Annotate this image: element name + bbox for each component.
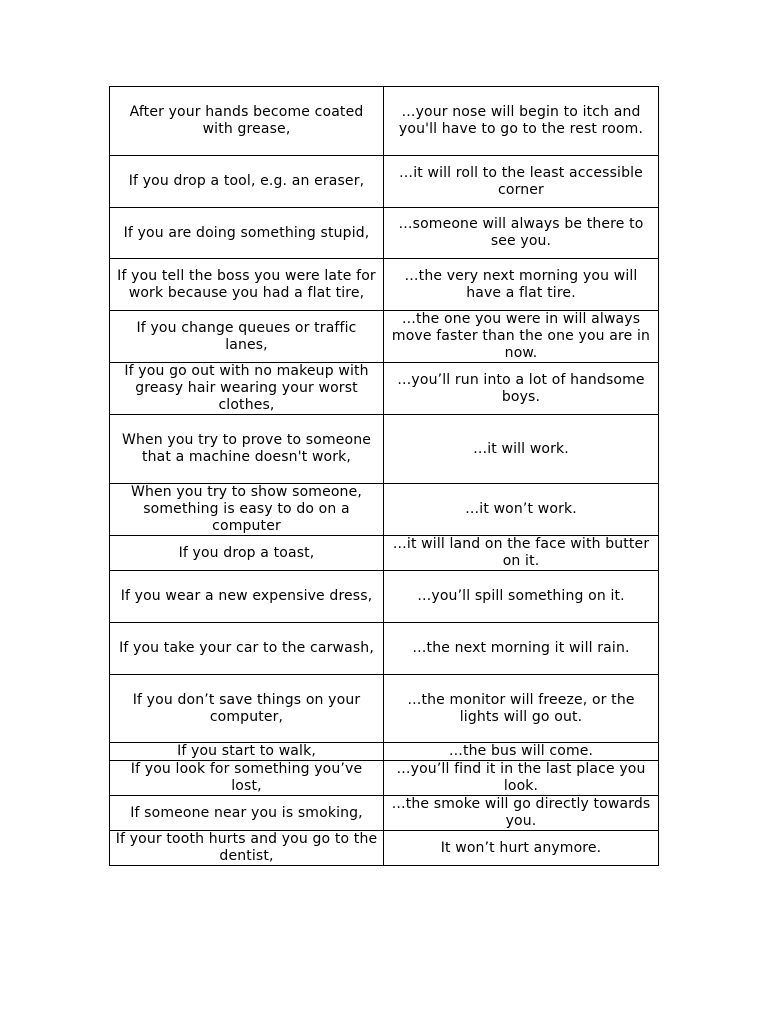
table-row bbox=[110, 761, 659, 796]
table-row bbox=[110, 571, 659, 623]
murphys-law-table bbox=[109, 86, 659, 866]
table-row bbox=[110, 831, 659, 866]
condition-cell: If you start to walk, bbox=[110, 743, 384, 761]
table-row bbox=[110, 87, 659, 156]
table-row bbox=[110, 259, 659, 311]
consequence-cell: …the very next morning you will have a flat tire. bbox=[384, 259, 659, 311]
table-row bbox=[110, 675, 659, 743]
table-row bbox=[110, 796, 659, 831]
table-row bbox=[110, 623, 659, 675]
condition-cell: If you drop a tool, e.g. an eraser, bbox=[110, 156, 384, 208]
condition-cell: If you look for something you’ve lost, bbox=[110, 761, 384, 796]
table-row bbox=[110, 363, 659, 415]
condition-cell: When you try to prove to someone that a machine doesn't work, bbox=[110, 415, 384, 484]
condition-cell: If you wear a new expensive dress, bbox=[110, 571, 384, 623]
condition-cell: After your hands become coated with grease, bbox=[110, 87, 384, 156]
consequence-cell: …the smoke will go directly towards you. bbox=[384, 796, 659, 831]
table-row bbox=[110, 311, 659, 363]
table-row bbox=[110, 415, 659, 484]
condition-cell: If you drop a toast, bbox=[110, 536, 384, 571]
table-row bbox=[110, 208, 659, 259]
consequence-cell: It won’t hurt anymore. bbox=[384, 831, 659, 866]
consequence-cell: …it will work. bbox=[384, 415, 659, 484]
table-row bbox=[110, 156, 659, 208]
consequence-cell: …the next morning it will rain. bbox=[384, 623, 659, 675]
consequence-cell: …the monitor will freeze, or the lights will go out. bbox=[384, 675, 659, 743]
consequence-cell: …you’ll find it in the last place you look. bbox=[384, 761, 659, 796]
consequence-cell: …someone will always be there to see you. bbox=[384, 208, 659, 259]
table-row bbox=[110, 536, 659, 571]
condition-cell: If you take your car to the carwash, bbox=[110, 623, 384, 675]
consequence-cell: …you’ll spill something on it. bbox=[384, 571, 659, 623]
consequence-cell: …the one you were in will always move faster than the one you are in now. bbox=[384, 311, 659, 363]
condition-cell: If you are doing something stupid, bbox=[110, 208, 384, 259]
condition-cell: If you don’t save things on your computer, bbox=[110, 675, 384, 743]
condition-cell: If you change queues or traffic lanes, bbox=[110, 311, 384, 363]
condition-cell: If your tooth hurts and you go to the dentist, bbox=[110, 831, 384, 866]
consequence-cell: …you’ll run into a lot of handsome boys. bbox=[384, 363, 659, 415]
consequence-cell: …it will land on the face with butter on it. bbox=[384, 536, 659, 571]
condition-cell: If you tell the boss you were late for work because you had a flat tire, bbox=[110, 259, 384, 311]
condition-cell: When you try to show someone, something is easy to do on a computer bbox=[110, 484, 384, 536]
consequence-cell: …it won’t work. bbox=[384, 484, 659, 536]
consequence-cell: …your nose will begin to itch and you'll have to go to the rest room. bbox=[384, 87, 659, 156]
table-row bbox=[110, 484, 659, 536]
condition-cell: If you go out with no makeup with greasy hair wearing your worst clothes, bbox=[110, 363, 384, 415]
consequence-cell: …the bus will come. bbox=[384, 743, 659, 761]
consequence-cell: …it will roll to the least accessible corner bbox=[384, 156, 659, 208]
condition-cell: If someone near you is smoking, bbox=[110, 796, 384, 831]
table-row bbox=[110, 743, 659, 761]
